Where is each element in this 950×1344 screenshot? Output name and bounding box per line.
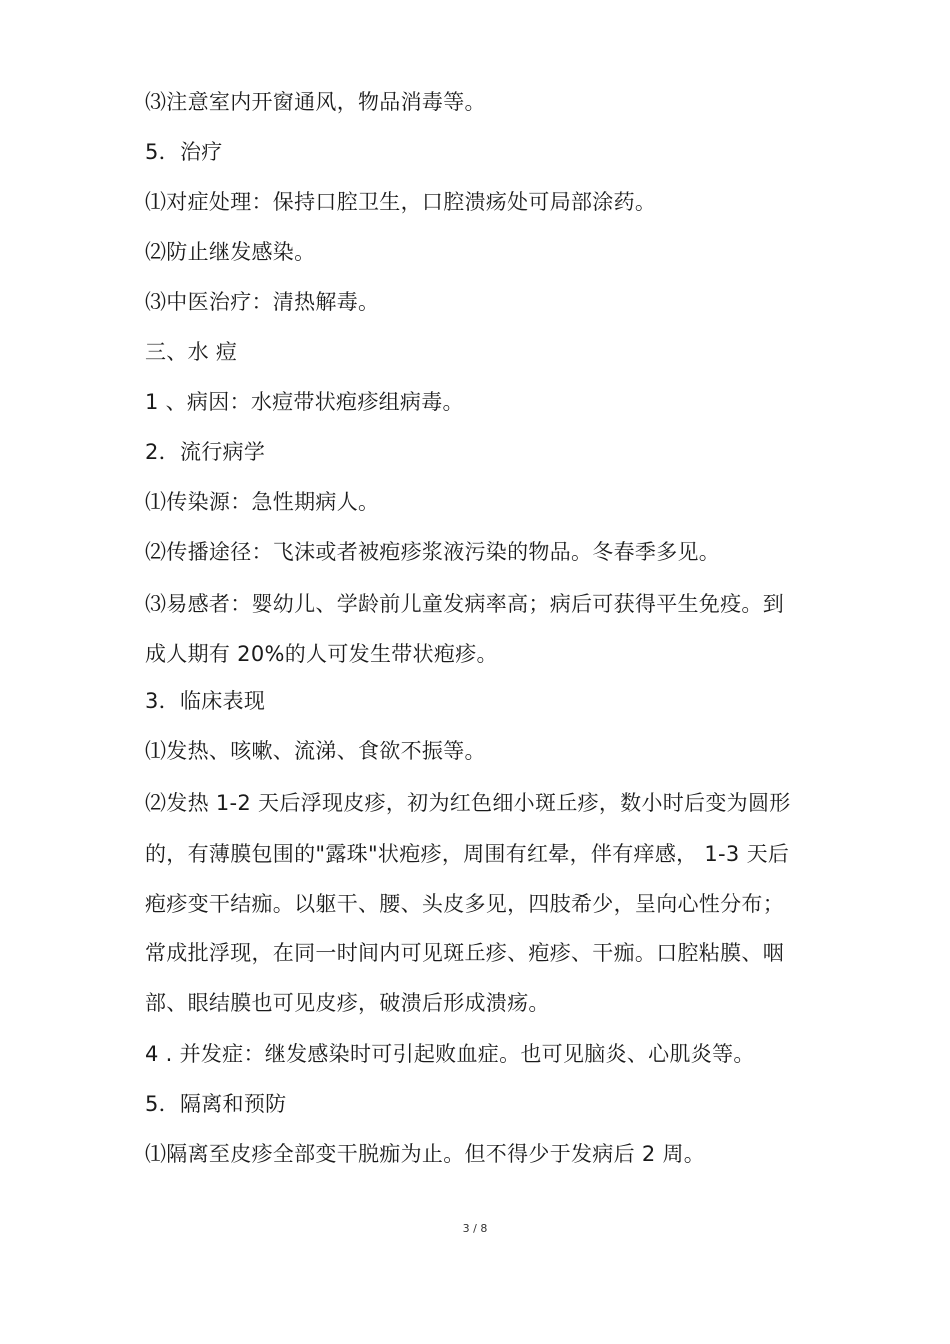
section-heading: 2．流行病学 <box>145 440 266 464</box>
page-number: 3 / 8 <box>462 1222 488 1235</box>
text-line: ⑴对症处理：保持口腔卫生，口腔溃疡处可局部涂药。 <box>145 190 657 214</box>
text-line: 1 、病因：水痘带状疱疹组病毒。 <box>145 390 464 414</box>
section-heading: 5．治疗 <box>145 140 223 164</box>
text-line: ⑵发热 1-2 天后浮现皮疹，初为红色细小斑丘疹，数小时后变为圆形 <box>145 791 791 815</box>
text-line: ⑴隔离至皮疹全部变干脱痂为止。但不得少于发病后 2 周。 <box>145 1142 706 1166</box>
text-line: ⑵传播途径：飞沫或者被疱疹浆液污染的物品。冬春季多见。 <box>145 540 721 564</box>
text-line: 部、眼结膜也可见皮疹，破溃后形成溃疡。 <box>145 991 550 1015</box>
chapter-heading: 三、水 痘 <box>145 340 238 364</box>
text-line: ⑴传染源：急性期病人。 <box>145 490 380 514</box>
text-line: ⑴发热、咳嗽、流涕、食欲不振等。 <box>145 739 486 763</box>
text-line: ⑵防止继发感染。 <box>145 240 316 264</box>
section-heading: 5．隔离和预防 <box>145 1092 287 1116</box>
text-line: 成人期有 20%的人可发生带状疱疹。 <box>145 642 498 666</box>
text-line: ⑶易感者：婴幼儿、学龄前儿童发病率高；病后可获得平生免疫。到 <box>145 592 784 616</box>
text-line: ⑶中医治疗：清热解毒。 <box>145 290 380 314</box>
section-heading: 3．临床表现 <box>145 689 266 713</box>
text-line: ⑶注意室内开窗通风，物品消毒等。 <box>145 90 486 114</box>
text-line: 4 . 并发症：继发感染时可引起败血症。也可见脑炎、心肌炎等。 <box>145 1042 755 1066</box>
text-line: 常成批浮现，在同一时间内可见斑丘疹、疱疹、干痂。口腔粘膜、咽 <box>145 941 784 965</box>
text-line: 的，有薄膜包围的"露珠"状疱疹，周围有红晕，伴有痒感， 1-3 天后 <box>145 842 790 866</box>
text-line: 疱疹变干结痂。以躯干、腰、头皮多见，四肢希少，呈向心性分布； <box>145 892 784 916</box>
